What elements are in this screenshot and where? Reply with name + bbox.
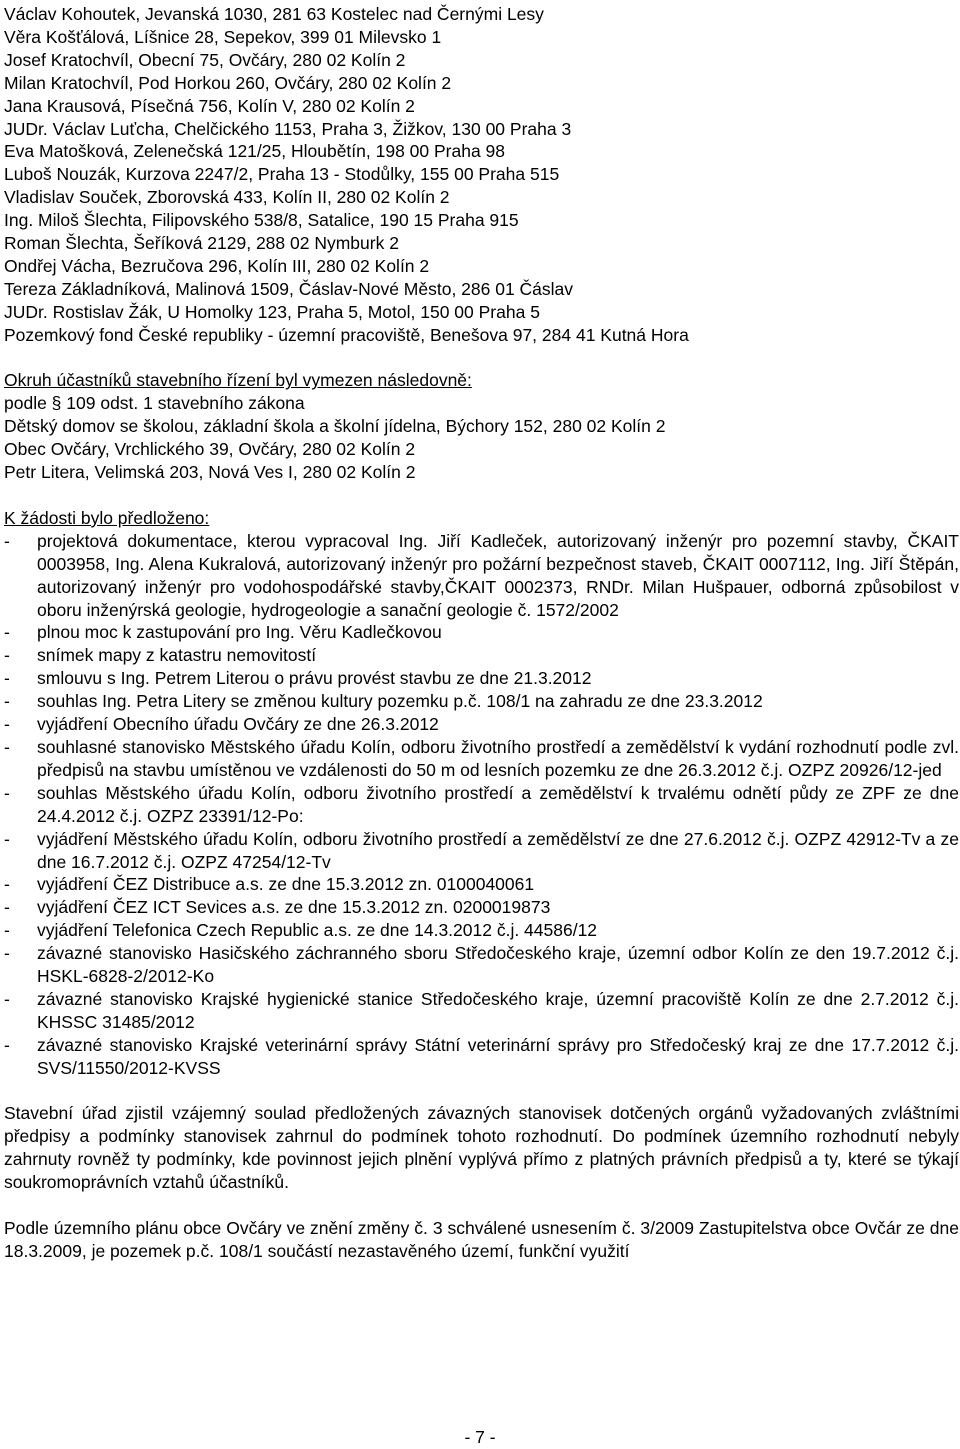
document-page [4, 3, 959, 1263]
page-number: - 7 - [464, 1427, 496, 1447]
participants-list [4, 3, 959, 347]
submitted-section [4, 507, 959, 1080]
spacer [4, 1194, 959, 1217]
body-paragraph: Podle územního plánu obce Ovčáry ve znění změny č. 3 schválené usnesením č. 3/2009 Zastupitelstva obce Ovčár ze dne 18.3.2009, je pozemek p.č. 108/1 součástí nezastavěného území, funkční využití [4, 1217, 959, 1261]
participant-line: JUDr. Rostislav Žák, U Homolky 123, Praha 5, Motol, 150 00 Praha 5 [4, 301, 540, 322]
bullet-dash: - [4, 920, 10, 941]
list-item [4, 988, 959, 1034]
list-item-text: závazné stanovisko Hasičského záchranného sboru Středočeského kraje, územní odbor Kolín ze den 19.7.2012 č.j. HSKL-6828-2/2012-Ko [37, 943, 959, 987]
bullet-dash: - [4, 645, 10, 666]
list-item [4, 873, 959, 896]
list-item [4, 782, 959, 828]
bullet-dash: - [4, 1034, 10, 1055]
bullet-dash: - [4, 988, 10, 1009]
list-item-text: vyjádření ČEZ Distribuce a.s. ze dne 15.3.2012 zn. 0100040061 [37, 874, 535, 895]
spacer [4, 484, 959, 507]
participant-line: Tereza Základníková, Malinová 1509, Čáslav-Nové Město, 286 01 Čáslav [4, 278, 574, 299]
participant-line: Jana Krausová, Písečná 756, Kolín V, 280 02 Kolín 2 [4, 95, 415, 116]
bullet-dash: - [4, 828, 10, 849]
list-item-text: závazné stanovisko Krajské veterinární správy Státní veterinární správy pro Středočeský kraj ze dne 17.7.2012 č.j. SVS/11550/2012-KVSS [37, 1034, 959, 1078]
list-item-text: projektová dokumentace, kterou vypracoval Ing. Jiří Kadleček, autorizovaný inženýr pro pozemní stavby, ČKAIT 0003958, Ing. Alena Kukralová, autorizovaný inženýr pro požární bezpečnost staveb, ČKAIT 0007112, Ing. Jiří Štěpán, autorizovaný inženýr pro vodohospodářské stavby,ČKAIT 0002373, RNDr. Milan Hušpauer, odborná způsobilost v oboru inženýrská geologie, hydrogeologie a sanační geologie č. 1572/2002 [37, 530, 959, 620]
spacer [4, 347, 959, 370]
list-item [4, 736, 959, 782]
bullet-dash: - [4, 897, 10, 918]
bullet-dash: - [4, 782, 10, 803]
list-item [4, 667, 959, 690]
submitted-heading: K žádosti bylo předloženo: [4, 507, 210, 528]
list-item [4, 919, 959, 942]
list-item-text: snímek mapy z katastru nemovitostí [37, 645, 317, 666]
list-item [4, 942, 959, 988]
list-item [4, 530, 959, 622]
list-item-text: vyjádření Městského úřadu Kolín, odboru životního prostředí a zemědělství ze dne 27.6.2012 č.j. OZPZ 42912-Tv a ze dne 16.7.2012 č.j. OZPZ 47254/12-Tv [37, 828, 959, 872]
scope-party: Dětský domov se školou, základní škola a školní jídelna, Býchory 152, 280 02 Kolín 2 [4, 416, 666, 437]
bullet-dash: - [4, 622, 10, 643]
participant-line: Věra Košťálová, Líšnice 28, Sepekov, 399 01 Milevsko 1 [4, 26, 442, 47]
bullet-dash: - [4, 736, 10, 757]
scope-heading: Okruh účastníků stavebního řízení byl vymezen následovně: [4, 370, 472, 391]
participant-line: Eva Matošková, Zelenečská 121/25, Hloubětín, 198 00 Praha 98 [4, 141, 506, 162]
participant-line: Pozemkový fond České republiky - územní pracoviště, Benešova 97, 284 41 Kutná Hora [4, 324, 689, 345]
bullet-dash: - [4, 668, 10, 689]
spacer [4, 1080, 959, 1103]
participant-line: Ing. Miloš Šlechta, Filipovského 538/8, Satalice, 190 15 Praha 915 [4, 210, 519, 231]
list-item [4, 621, 959, 644]
participant-line: Vladislav Souček, Zborovská 433, Kolín II, 280 02 Kolín 2 [4, 187, 450, 208]
bullet-dash: - [4, 691, 10, 712]
list-item-text: smlouvu s Ing. Petrem Literou o právu provést stavbu ze dne 21.3.2012 [37, 668, 592, 689]
list-item-text: souhlas Městského úřadu Kolín, odboru životního prostředí a zemědělství k trvalému odnětí půdy ze ZPF ze dne 24.4.2012 č.j. OZPZ 23391/12-Po: [37, 782, 959, 826]
participant-line: Ondřej Vácha, Bezručova 296, Kolín III, 280 02 Kolín 2 [4, 255, 430, 276]
body-paragraph: Stavební úřad zjistil vzájemný soulad předložených závazných stanovisek dotčených orgánů vyžadovaných zvláštními předpisy a podmínky stanovisek zahrnul do podmínek tohoto rozhodnutí. Do podmínek územního rozhodnutí nebyly zahrnuty rovněž ty podmínky, kde povinnost jejich plnění vyplývá přímo z platných právních předpisů a ty, které se týkají soukromoprávních vztahů účastníků. [4, 1103, 959, 1193]
list-item [4, 644, 959, 667]
list-item [4, 828, 959, 874]
participant-line: Luboš Nouzák, Kurzova 2247/2, Praha 13 - Stodůlky, 155 00 Praha 515 [4, 164, 560, 185]
list-item-text: vyjádření ČEZ ICT Sevices a.s. ze dne 15.3.2012 zn. 0200019873 [37, 897, 551, 918]
list-item-text: vyjádření Obecního úřadu Ovčáry ze dne 26.3.2012 [37, 714, 439, 735]
list-item-text: plnou moc k zastupování pro Ing. Věru Kadlečkovou [37, 622, 442, 643]
list-item [4, 896, 959, 919]
participant-line: Milan Kratochvíl, Pod Horkou 260, Ovčáry, 280 02 Kolín 2 [4, 72, 452, 93]
list-item-text: souhlas Ing. Petra Litery se změnou kultury pozemku p.č. 108/1 na zahradu ze dne 23.3.2012 [37, 691, 763, 712]
bullet-dash: - [4, 530, 10, 551]
participant-line: Josef Kratochvíl, Obecní 75, Ovčáry, 280 02 Kolín 2 [4, 49, 406, 70]
participant-line: Roman Šlechta, Šeříková 2129, 288 02 Nymburk 2 [4, 233, 399, 254]
scope-party: Obec Ovčáry, Vrchlického 39, Ovčáry, 280 02 Kolín 2 [4, 439, 416, 460]
bullet-dash: - [4, 874, 10, 895]
participant-line: JUDr. Václav Luťcha, Chelčického 1153, Praha 3, Žižkov, 130 00 Praha 3 [4, 118, 572, 139]
list-item-text: závazné stanovisko Krajské hygienické stanice Středočeského kraje, územní pracoviště Kolín ze dne 2.7.2012 č.j. KHSSC 31485/2012 [37, 988, 959, 1032]
scope-section [4, 369, 959, 484]
participant-line: Václav Kohoutek, Jevanská 1030, 281 63 Kostelec nad Černými Lesy [4, 4, 544, 24]
list-item-text: souhlasné stanovisko Městského úřadu Kolín, odboru životního prostředí a zemědělství k vydání rozhodnutí podle zvl. předpisů na stavbu umístěnou ve vzdálenosti do 50 m od lesních pozemku ze dne 26.3.2012 č.j. OZPZ 20926/12-jed [37, 736, 959, 780]
bullet-dash: - [4, 943, 10, 964]
list-item-text: vyjádření Telefonica Czech Republic a.s. ze dne 14.3.2012 č.j. 44586/12 [37, 920, 598, 941]
list-item [4, 690, 959, 713]
bullet-dash: - [4, 714, 10, 735]
scope-party: Petr Litera, Velimská 203, Nová Ves I, 280 02 Kolín 2 [4, 462, 416, 483]
list-item [4, 1034, 959, 1080]
list-item [4, 713, 959, 736]
scope-basis: podle § 109 odst. 1 stavebního zákona [4, 393, 305, 414]
